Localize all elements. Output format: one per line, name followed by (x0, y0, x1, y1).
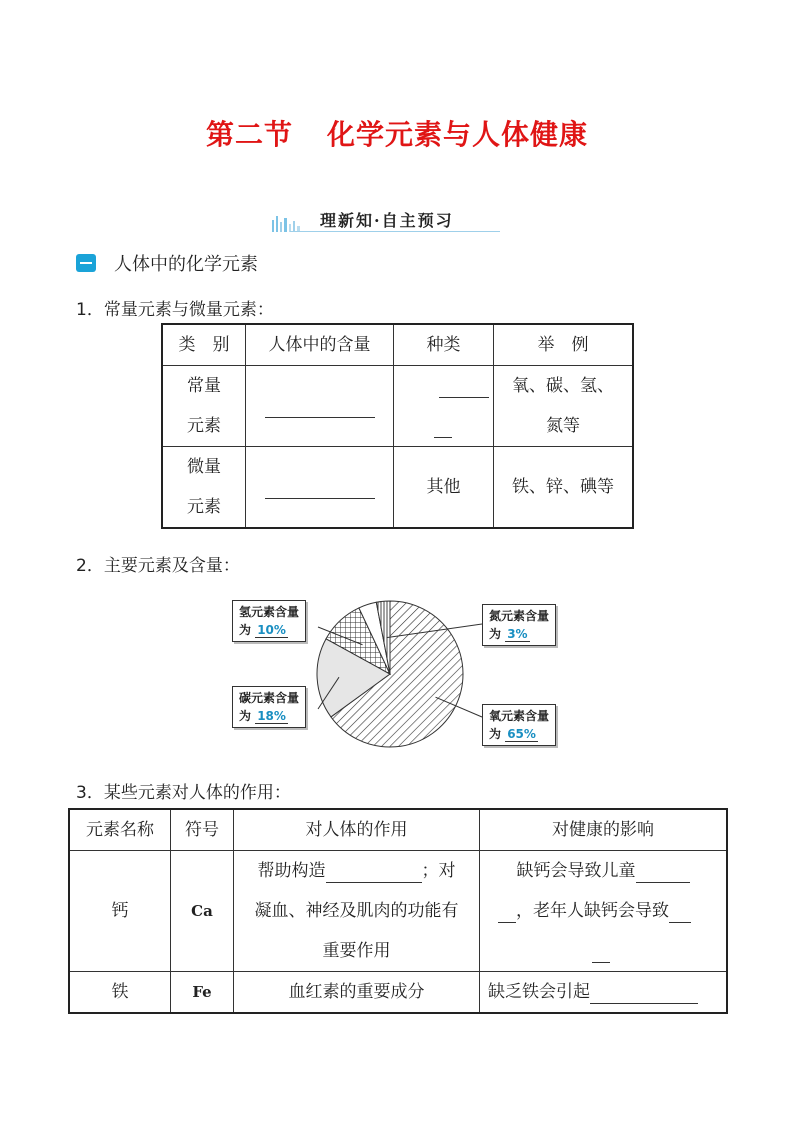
answer-blank[interactable] (636, 860, 690, 883)
banner-stripes-icon (270, 212, 312, 232)
title-section-number: 第二节 (205, 118, 293, 151)
table-header-row (162, 324, 633, 366)
content-cell (246, 366, 394, 447)
example-cell: 氧、碳、氢、 氮等 (494, 366, 634, 447)
section-title: 人体中的化学元素 (114, 254, 258, 275)
table-row (162, 447, 633, 529)
pct-label: 18% (257, 709, 286, 723)
table-header: 元素名称 (69, 809, 171, 851)
element-name-cell: 钙 (69, 851, 171, 972)
effect-cell: 缺乏铁会引起 (480, 972, 728, 1014)
table-header: 人体中的含量 (246, 324, 394, 366)
answer-blank[interactable] (434, 415, 452, 438)
element-name-cell: 铁 (69, 972, 171, 1014)
table-header: 举 例 (494, 324, 634, 366)
item-1-label: 1．常量元素与微量元素： (76, 300, 274, 320)
pct-label: 3% (507, 627, 528, 641)
answer-blank[interactable] (265, 395, 375, 418)
table-header: 对健康的影响 (480, 809, 728, 851)
kinds-cell (394, 366, 494, 447)
pct-label: 65% (507, 727, 536, 741)
table-row (69, 851, 727, 972)
category-cell: 常量 元素 (162, 366, 246, 447)
answer-blank[interactable] (265, 476, 375, 499)
table-header: 对人体的作用 (234, 809, 480, 851)
role-cell: 帮助构造 ；对 凝血、神经及肌肉的功能有 重要作用 (234, 851, 480, 972)
effect-cell: 缺钙会导致儿童 ，老年人缺钙会导致 (480, 851, 728, 972)
callout-carbon: 碳元素含量 为 18% (232, 686, 306, 728)
element-pie-chart (230, 592, 570, 757)
pct-label: 10% (257, 623, 286, 637)
answer-blank[interactable] (669, 900, 691, 923)
page-title (0, 113, 794, 153)
table-header: 类 别 (162, 324, 246, 366)
answer-blank[interactable] (498, 900, 516, 923)
table-row (162, 366, 633, 447)
element-category-table (161, 323, 634, 529)
callout-nitrogen: 氮元素含量 为 3% (482, 604, 556, 646)
table-row (69, 972, 727, 1014)
title-topic: 化学元素与人体健康 (327, 118, 589, 151)
banner-label: 理新知·自主预习 (320, 211, 454, 230)
answer-blank[interactable] (326, 860, 422, 883)
answer-blank[interactable] (592, 940, 610, 963)
element-symbol-cell: Ca (171, 851, 234, 972)
section-banner (270, 206, 500, 234)
element-symbol-cell: Fe (171, 972, 234, 1014)
table-header: 种类 (394, 324, 494, 366)
answer-blank[interactable] (439, 375, 489, 398)
table-header-row (69, 809, 727, 851)
item-3-label: 3．某些元素对人体的作用： (76, 783, 291, 803)
callout-oxygen: 氧元素含量 为 65% (482, 704, 556, 746)
table-header: 符号 (171, 809, 234, 851)
minus-icon (76, 254, 96, 272)
callout-hydrogen: 氢元素含量 为 10% (232, 600, 306, 642)
kinds-cell: 其他 (394, 447, 494, 529)
banner-underline (290, 231, 500, 232)
item-2-label: 2．主要元素及含量： (76, 556, 240, 576)
example-cell: 铁、锌、碘等 (494, 447, 634, 529)
content-cell (246, 447, 394, 529)
element-function-table (68, 808, 728, 1014)
category-cell: 微量 元素 (162, 447, 246, 529)
section-heading (76, 252, 258, 274)
role-cell: 血红素的重要成分 (234, 972, 480, 1014)
answer-blank[interactable] (590, 981, 698, 1004)
